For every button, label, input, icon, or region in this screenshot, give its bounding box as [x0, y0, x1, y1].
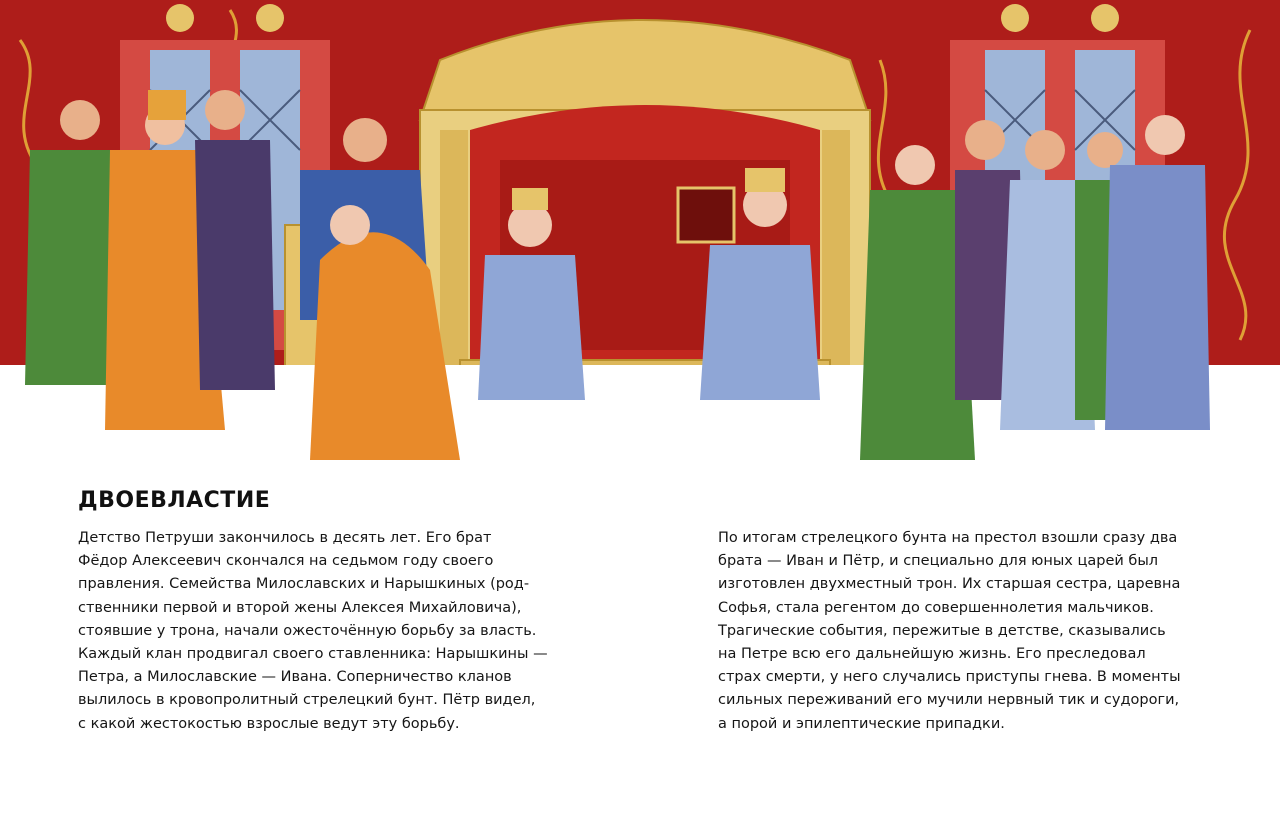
- text-line: По итогам стрелецкого бунта на престол взошли сразу два: [718, 530, 1178, 546]
- text-line: изготовлен двухместный трон. Их старшая сестра, царевна: [718, 576, 1181, 593]
- text-line: вылилось в кровопролитный стрелецкий бунт. Пётр видел,: [78, 692, 536, 709]
- text-line: стоявшие у трона, начали ожесточённую борьбу за власть.: [78, 622, 537, 639]
- text-line: а порой и эпилептические припадки.: [718, 715, 1005, 732]
- right-text-column: [718, 527, 1218, 736]
- text-line: сильных переживаний его мучили нервный тик и судороги,: [718, 692, 1180, 709]
- text-line: правления. Семейства Милославских и Нарышкиных (род-: [78, 576, 530, 593]
- text-line: брата — Иван и Пётр, и специально для юных царей был: [718, 553, 1159, 570]
- text-line: Фёдор Алексеевич скончался на седьмом году своего: [78, 553, 494, 570]
- text-line: Каждый клан продвигал своего ставленника: Нарышкины —: [78, 646, 548, 663]
- right-figures: [860, 115, 1210, 460]
- page-title: ДВОЕВЛАСТИЕ: [78, 488, 271, 513]
- text-line: с какой жестокостью взрослые ведут эту борьбу.: [78, 715, 460, 732]
- text-line: страх смерти, у него случались приступы гнева. В моменты: [718, 669, 1181, 686]
- text-line: ственники первой и второй жены Алексея Михайловича),: [78, 599, 522, 616]
- text-line: на Петре всю его дальнейшую жизнь. Его преследовал: [718, 646, 1146, 663]
- left-text-column: [78, 527, 578, 736]
- text-line: Трагические события, пережитые в детстве, сказывались: [718, 622, 1166, 639]
- text-line: Детство Петруши закончилось в десять лет. Его брат: [78, 530, 492, 546]
- text-line: Петра, а Милославские — Ивана. Соперничество кланов: [78, 669, 512, 686]
- text-line: Софья, стала регентом до совершеннолетия мальчиков.: [718, 599, 1154, 616]
